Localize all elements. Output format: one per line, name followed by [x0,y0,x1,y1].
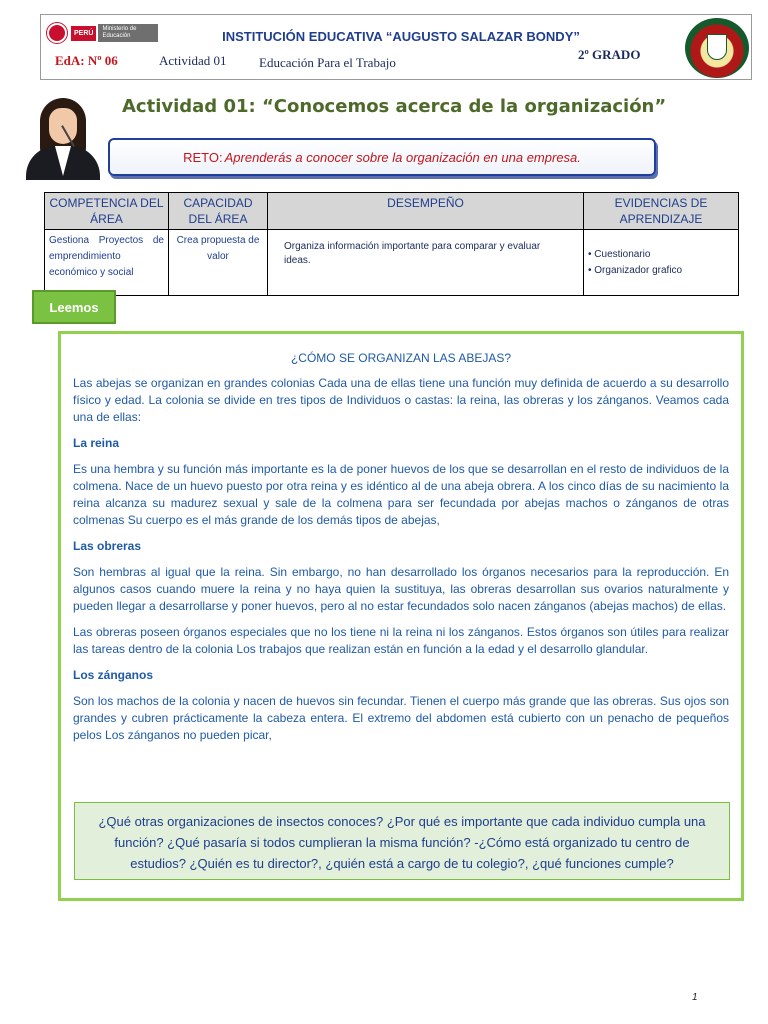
reading-heading: ¿CÓMO SE ORGANIZAN LAS ABEJAS? [290,351,512,365]
section-text-zanganos: Son los machos de la colonia y nacen de huevos sin fecundar. Tienen el cuerpo más grande que las obreras. Sus ojos son grandes y cubren prácticamente la cabeza entera. El extremo del abdomen está cubierto con un penacho de pequeños pelos Los zánganos no pueden picar, [73,694,729,742]
school-name: INSTITUCIÓN EDUCATIVA “AUGUSTO SALAZAR BONDY” [222,29,580,44]
header-capacidad: CAPACIDAD DEL ÁREA [169,193,268,230]
evidence-item: • Organizador grafico [588,264,683,276]
logo-ministry: Ministerio de Educación [98,24,158,42]
peru-shield-icon [47,23,67,43]
reto-label: RETO: [183,149,223,165]
section-text-obreras-1: Son hembras al igual que la reina. Sin embargo, no han desarrollado los órganos necesarios para la reproducción. En algunos casos cuando muere la reina y no haya quien la sustituya, las obreras desarrollan sus ovarios naturalmente y pueden llegar a desarrollarse y poner huevos, pero al no estar fecundados solo nacen zánganos (abejas machos) de ellas. [73,565,729,613]
ministry-logo [47,23,172,43]
page-number: 1 [692,992,698,1003]
questions-box: ¿Qué otras organizaciones de insectos conoces? ¿Por qué es importante que cada individuo cumpla una función? ¿Qué pasaría si todos cumplieran la misma función? -¿Cómo está organizado tu centro de estudios? ¿Quién es tu director?, ¿quién está a cargo de tu colegio?, ¿qué funciones cumple? [74,802,730,880]
reto-box [108,138,656,176]
section-text-reina: Es una hembra y su función más importante es la de poner huevos de los que se desarrollan en el resto de individuos de la colmena. Nace de un huevo puesto por otra reina y es idéntico al de una abeja obrera. A los cinco días de su nacimiento la reina alcanza su madurez sexual y sale de la colmena para ser fecundada por abejas machos o zánganos de otras colmenas Su cuerpo es el más grande de los demás tipos de abejas, [73,462,729,527]
grade-label: 2º GRADO [578,47,641,62]
section-title-obreras: Las obreras [73,539,142,553]
reading-intro: Las abejas se organizan en grandes colonias Cada una de ellas tiene una función muy definida de acuerdo a su desarrollo físico y edad. La colonia se divide en tres tipos de Individuos o castas: la reina, las obreras y los zánganos. Veamos cada una de ellas: [73,376,729,424]
evidence-item: • Cuestionario [588,248,651,260]
section-title-zanganos: Los zánganos [73,668,154,682]
document-header [40,14,752,80]
page-title: Actividad 01: “Conocemos acerca de la organización” [122,96,667,117]
eda-number: EdA: Nº 06 [55,53,118,68]
teacher-avatar [22,96,104,180]
cell-evidencias [584,230,739,296]
cell-competencia: Gestiona Proyectos de emprendimiento económico y social [45,230,169,296]
activity-label: Actividad 01 [159,53,227,68]
section-text-obreras-2: Las obreras poseen órganos especiales que no los tiene ni la reina ni los zánganos. Estos órganos son útiles para realizar las tareas dentro de la colonia Los trabajos que realizan están en función a la edad y el desarrollo glandular. [73,625,729,656]
header-competencia: COMPETENCIA DEL ÁREA [45,193,169,230]
cell-desempeno: Organiza información importante para comparar y evaluar ideas. [268,230,584,296]
header-desempeno: DESEMPEÑO [268,193,584,230]
competency-table [44,192,739,296]
header-evidencias: EVIDENCIAS DE APRENDIZAJE [584,193,739,230]
table-row [45,230,739,296]
reto-text: Aprenderás a conocer sobre la organización en una empresa. [224,149,581,165]
section-title-reina: La reina [73,436,120,450]
school-crest-icon [685,18,749,78]
area-label: Educación Para el Trabajo [259,55,396,70]
logo-country: PERÚ [71,26,96,41]
cell-capacidad: Crea propuesta de valor [169,230,268,296]
reading-box [58,331,744,901]
leemos-label: Leemos [32,290,116,324]
